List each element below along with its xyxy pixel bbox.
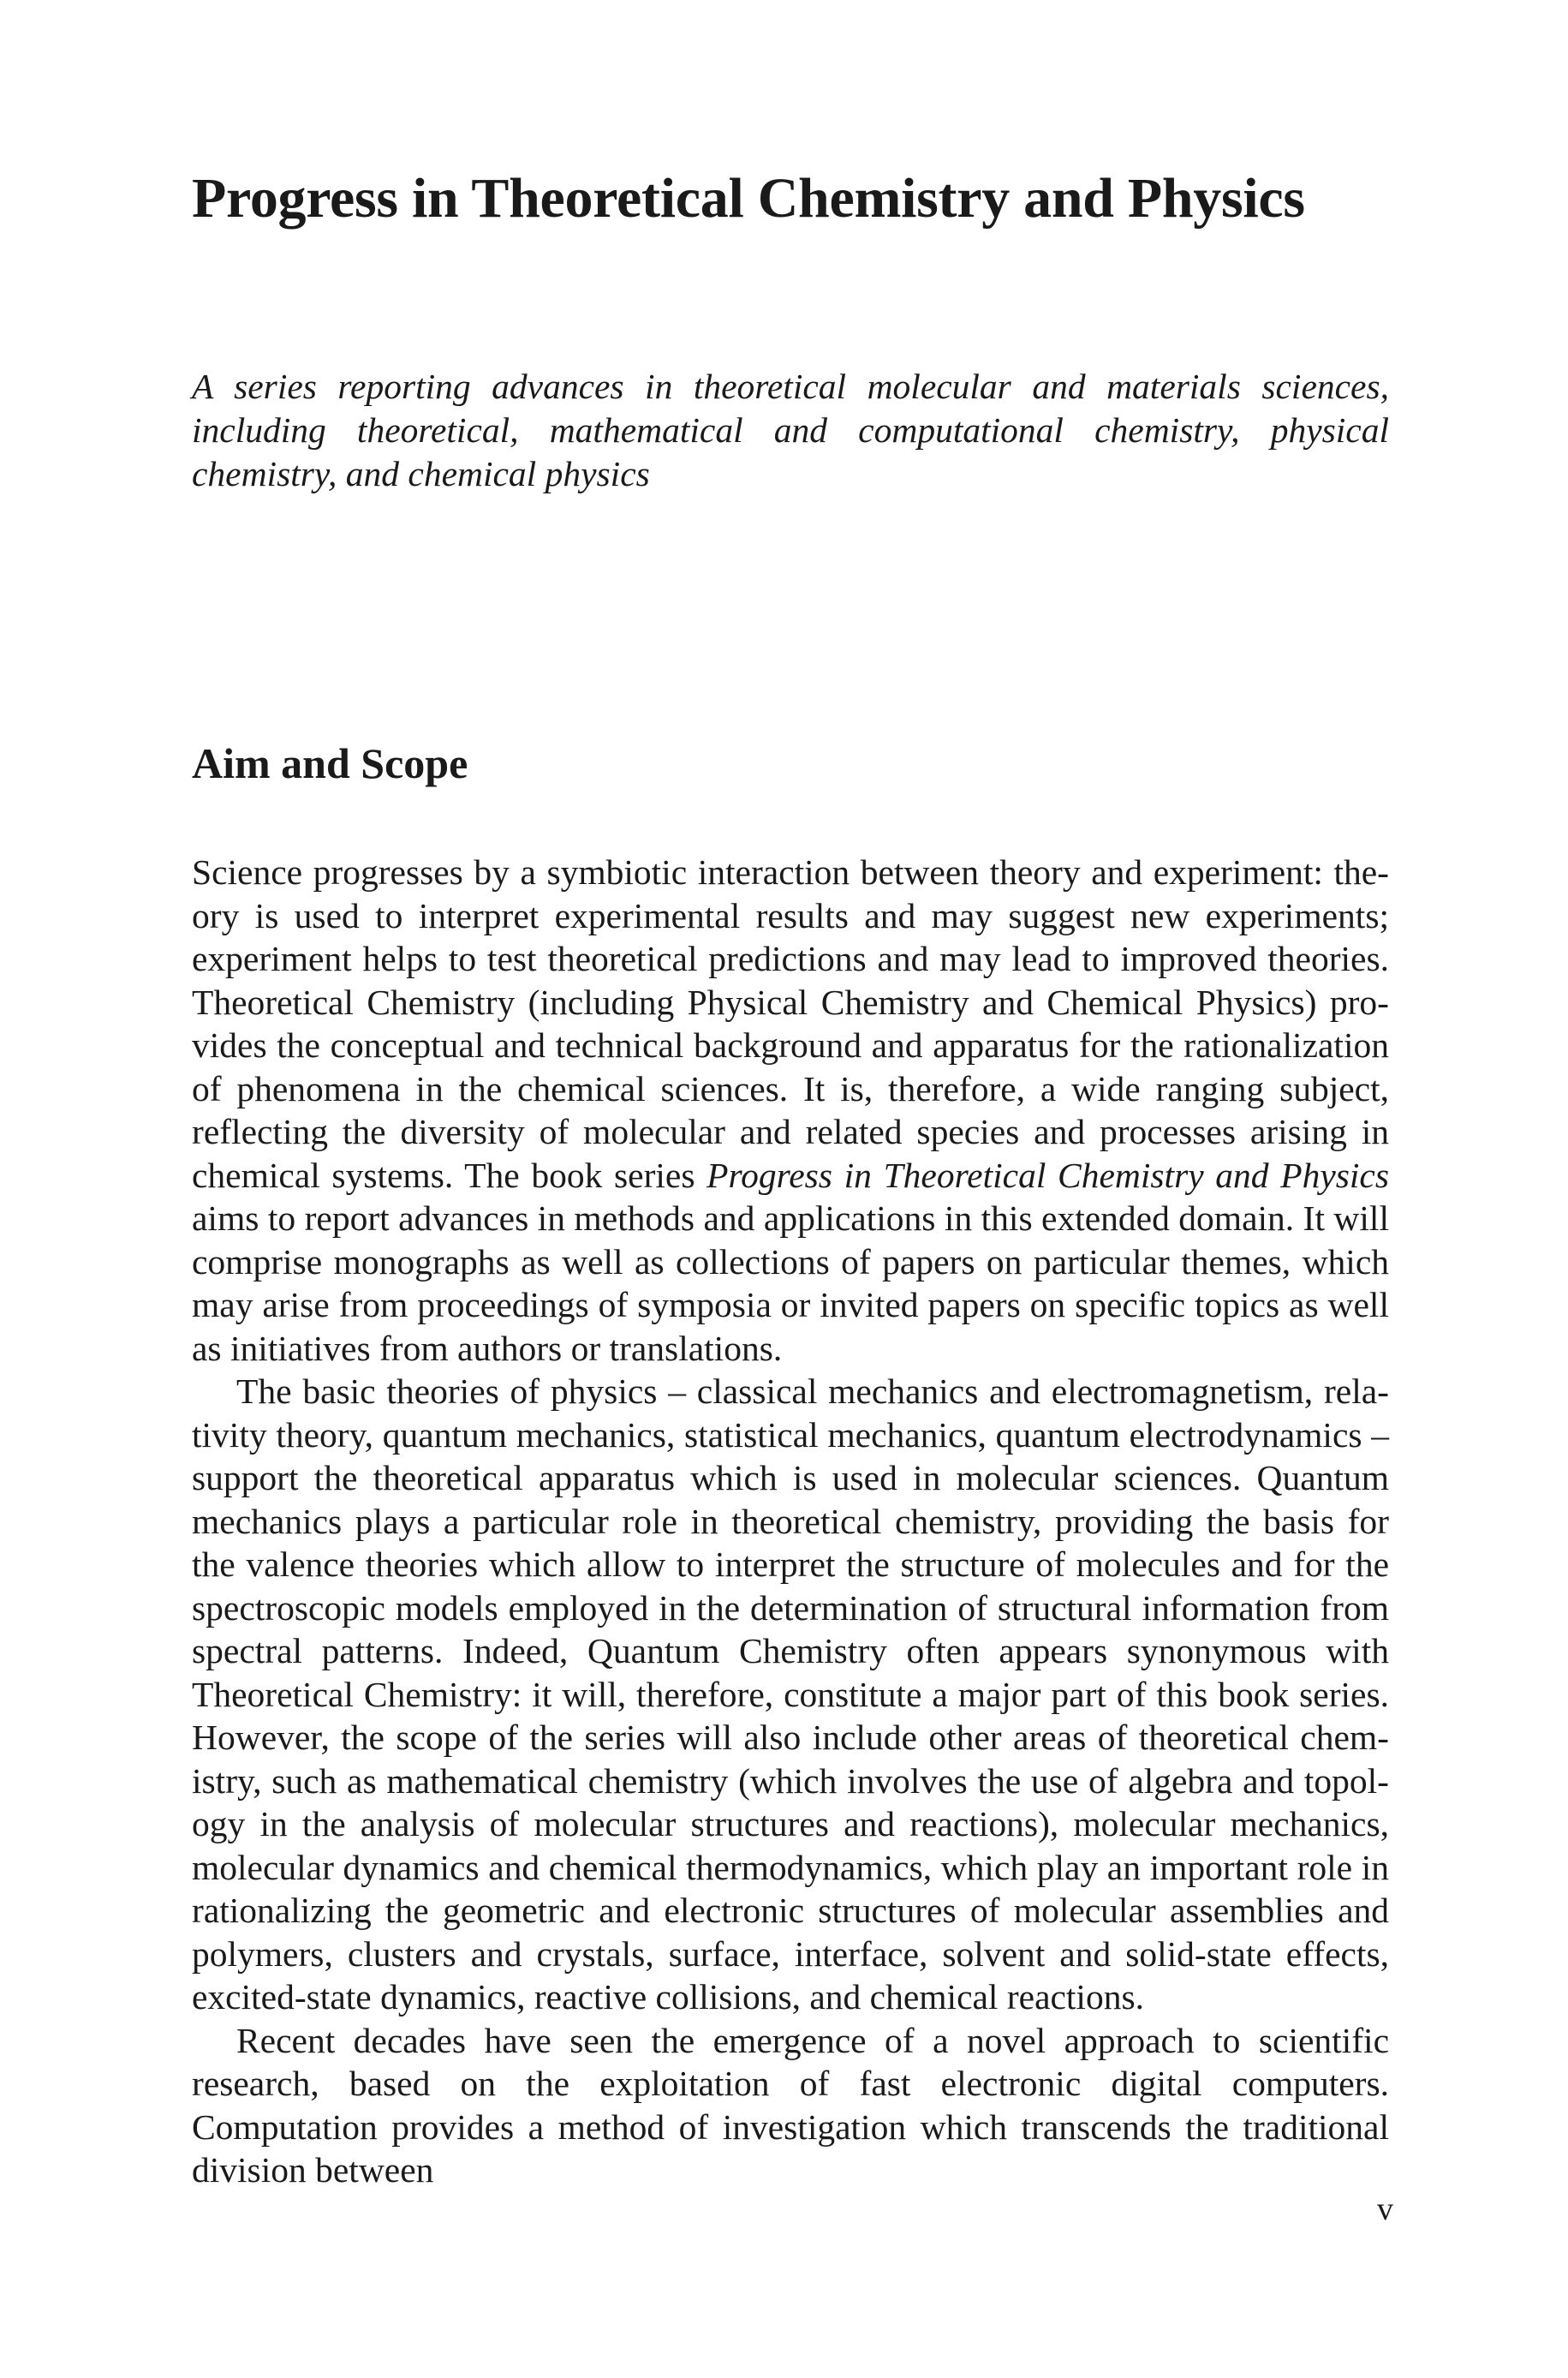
section-body (192, 851, 1389, 2192)
series-name-italic: Progress in Theoretical Chemistry and Physics (706, 1155, 1389, 1195)
series-description: A series reporting advances in theoretical molecular and materials sciences, including theoretical, mathematical and computational chemistry, physical chemistry, and chemical physics (192, 367, 1389, 493)
page-number: v (1377, 2191, 1393, 2227)
series-title: Progress in Theoretical Chemistry and Physics (192, 167, 1305, 230)
paragraph-1 (192, 851, 1389, 1370)
paragraph-1-text-b: aims to report advances in methods and applications in this extended domain. It will comprise monographs as well as collections of papers on particular themes, which may arise from proceedings of symposia or invited papers on specific topics as well as initiatives from authors or translations. (192, 1198, 1389, 1368)
paragraph-1-text-a: Science progresses by a symbiotic interaction between theory and experiment: theory is used to interpret experimental results and may suggest new experiments; experiment helps to test theoretical predictions and may lead to improved theories. Theoretical Chemistry (including Physical Chemistry and Chemical Physics) provides the conceptual and technical background and apparatus for the rationalization of phenomena in the chemical sciences. It is, therefore, a wide ranging subject, reflecting the diversity of molecular and related species and processes arising in chemical systems. The book series (192, 852, 1389, 1195)
paragraph-3: Recent decades have seen the emergence of a novel approach to scientific research, based on the exploitation of fast electronic digital computers. Computation provides a method of investigation which transcends the traditional division between (192, 2020, 1389, 2190)
paragraph-2: The basic theories of physics – classical mechanics and electromagnetism, relativity theory, quantum mechanics, statistical mechanics, quantum electrodynamics – support the theoretical apparatus which is used in molecular sciences. Quantum mechanics plays a particular role in theoretical chemistry, providing the basis for the valence theories which allow to interpret the structure of molecules and for the spectroscopic models employed in the determination of structural information from spectral patterns. Indeed, Quantum Chemistry often appears synonymous with Theoretical Chemistry: it will, therefore, constitute a major part of this book series. However, the scope of the series will also include other areas of theoretical chemistry, such as mathematical chemistry (which involves the use of algebra and topology in the analysis of molecular structures and reactions), molecular mechanics, molecular dynamics and chemical thermodynamics, which play an important role in rationalizing the geometric and electronic structures of molecular assemblies and polymers, clusters and crystals, surface, interface, solvent and solid-state effects, excited-state dynamics, reactive collisions, and chemical reactions. (192, 1371, 1389, 2017)
section-heading: Aim and Scope (192, 739, 468, 787)
